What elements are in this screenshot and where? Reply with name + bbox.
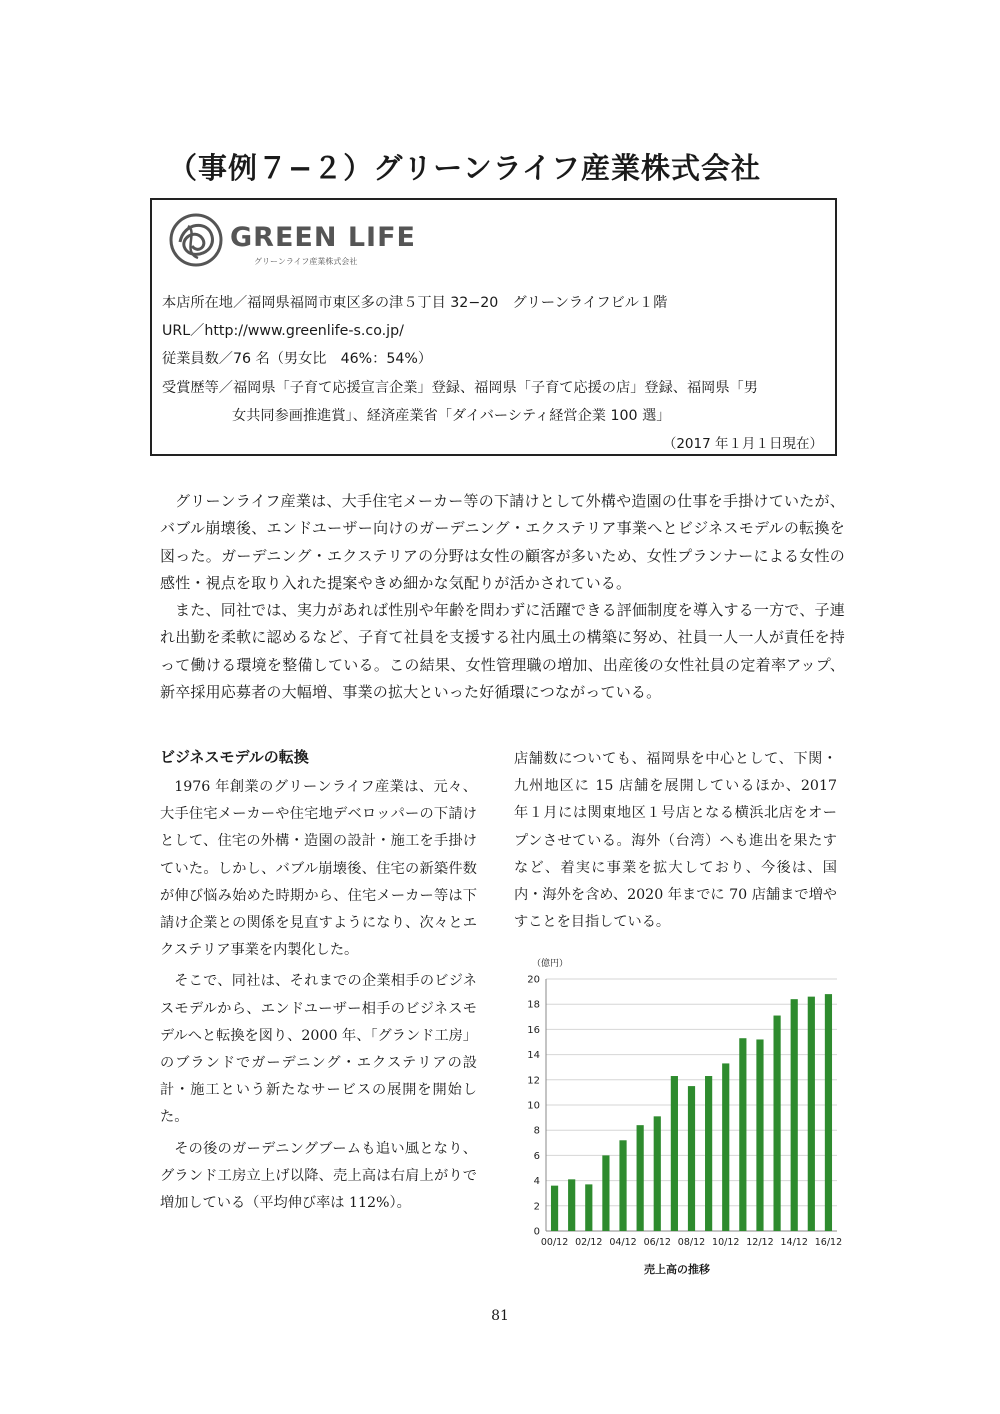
page-number: 81 xyxy=(491,1308,509,1324)
y-tick-label: 0 xyxy=(533,1226,540,1238)
x-tick-label: 14/12 xyxy=(780,1237,808,1248)
x-tick-label: 06/12 xyxy=(643,1237,671,1248)
x-tick-label: 10/12 xyxy=(712,1237,740,1248)
x-tick-label: 12/12 xyxy=(746,1237,774,1248)
bar-13/12 xyxy=(773,1016,780,1231)
y-tick-label: 12 xyxy=(527,1075,540,1087)
intro-text xyxy=(160,488,845,706)
bar-14/12 xyxy=(791,999,798,1231)
bar-01/12 xyxy=(568,1179,575,1231)
logo-emblem-icon xyxy=(168,212,224,268)
as-of-date: （2017 年１月１日現在） xyxy=(662,436,823,452)
sales-bar-chart xyxy=(512,955,842,1260)
sales-chart xyxy=(512,955,842,1280)
bar-03/12 xyxy=(602,1155,609,1231)
section-paragraph-1: 1976 年創業のグリーンライフ産業は、元々、大手住宅メーカーや住宅地デベロッパーの下請けとして、住宅の外構・造園の設計・施工を手掛けていた。しかし、バブル崩壊後、住宅の新築件数が伸び悩み始めた時期から、住宅メーカー等は下請け企業との関係を見直すようになり、次々とエクステリア事業を内製化した。 xyxy=(160,779,477,959)
intro-paragraph-2: また、同社では、実力があれば性別や年齢を問わずに活躍できる評価制度を導入する一方で、子連れ出勤を柔軟に認めるなど、子育て社員を支援する社内風土の構築に努め、社員一人一人が責任を持って働ける環境を整備している。この結果、女性管理職の増加、出産後の女性社員の定着率アップ、新卒採用応募者の大幅増、事業の拡大といった好循環につながっている。 xyxy=(160,601,845,702)
bar-00/12 xyxy=(551,1186,558,1231)
y-tick-label: 16 xyxy=(527,1024,540,1036)
logo-subtitle: グリーンライフ産業株式会社 xyxy=(254,257,358,266)
x-tick-label: 08/12 xyxy=(677,1237,706,1248)
left-column xyxy=(160,774,477,1221)
y-tick-label: 20 xyxy=(527,974,540,986)
bar-06/12 xyxy=(654,1116,661,1231)
company-url: URL／http://www.greenlife-s.co.jp/ xyxy=(162,323,404,339)
company-employees: 従業員数／76 名（男女比 46%：54%） xyxy=(162,351,433,367)
section-paragraph-2: そこで、同社は、それまでの企業相手のビジネスモデルから、エンドユーザー相手のビジネスモデルへと転換を図り、2000 年、「グランド工房」のブランドでガーデニング・エクステリアの設計・施工という新たなサービスの展開を開始した。 xyxy=(160,973,477,1126)
company-awards-line2: 女共同参画推進賞」、経済産業省「ダイバーシティ経営企業 100 選」 xyxy=(232,408,671,424)
section-paragraph-4: 店舗数についても、福岡県を中心として、下関・九州地区に 15 店舗を展開しているほか、2017 年１月には関東地区１号店となる横浜北店をオープンさせている。海外（台湾）へも進出を果たすなど、着実に事業を拡大しており、今後は、国内・海外を含め、2020 年までに 70 店舗まで増やすことを目指している。 xyxy=(514,751,837,931)
company-awards-line1: 受賞歴等／福岡県「子育て応援宣言企業」登録、福岡県「子育て応援の店」登録、福岡県「男 xyxy=(162,380,758,396)
y-tick-label: 14 xyxy=(527,1050,540,1062)
right-column xyxy=(514,746,837,936)
chart-title: 売上高の推移 xyxy=(644,1263,710,1276)
x-tick-label: 04/12 xyxy=(609,1237,637,1248)
company-address: 本店所在地／福岡県福岡市東区多の津５丁目 32−20 グリーンライフビル１階 xyxy=(162,295,668,311)
bar-16/12 xyxy=(825,994,832,1231)
bar-02/12 xyxy=(585,1184,592,1231)
bar-12/12 xyxy=(756,1039,763,1231)
bar-07/12 xyxy=(671,1076,678,1231)
y-tick-label: 10 xyxy=(527,1100,540,1112)
x-tick-label: 16/12 xyxy=(814,1237,842,1248)
x-tick-label: 00/12 xyxy=(540,1237,569,1248)
y-axis-unit-label: （億円） xyxy=(532,959,569,969)
bar-09/12 xyxy=(705,1076,712,1231)
section-heading: ビジネスモデルの転換 xyxy=(160,748,309,766)
company-info-box xyxy=(150,198,837,456)
logo-wordmark: GREEN LIFE xyxy=(230,222,416,253)
bar-11/12 xyxy=(739,1038,746,1231)
y-tick-label: 2 xyxy=(533,1201,540,1213)
intro-paragraph-1: グリーンライフ産業は、大手住宅メーカー等の下請けとして外構や造園の仕事を手掛けていたが、バブル崩壊後、エンドユーザー向けのガーデニング・エクステリア事業へとビジネスモデルの転換を図った。ガーデニング・エクステリアの分野は女性の顧客が多いため、女性プランナーによる女性の感性・視点を取り入れた提案やきめ細かな気配りが活かされている。 xyxy=(160,492,845,592)
y-tick-label: 8 xyxy=(533,1125,540,1137)
page-title: （事例７−２）グリーンライフ産業株式会社 xyxy=(168,151,761,185)
bar-08/12 xyxy=(688,1086,695,1231)
bar-10/12 xyxy=(722,1063,729,1231)
bar-05/12 xyxy=(637,1125,644,1231)
company-logo xyxy=(168,210,416,272)
bar-15/12 xyxy=(808,997,815,1231)
x-tick-label: 02/12 xyxy=(575,1237,603,1248)
y-tick-label: 18 xyxy=(527,999,540,1011)
y-tick-label: 6 xyxy=(533,1150,540,1162)
bar-04/12 xyxy=(619,1140,626,1231)
section-paragraph-3: その後のガーデニングブームも追い風となり、グランド工房立上げ以降、売上高は右肩上がりで増加している（平均伸び率は 112%）。 xyxy=(160,1140,477,1212)
y-tick-label: 4 xyxy=(533,1176,540,1188)
